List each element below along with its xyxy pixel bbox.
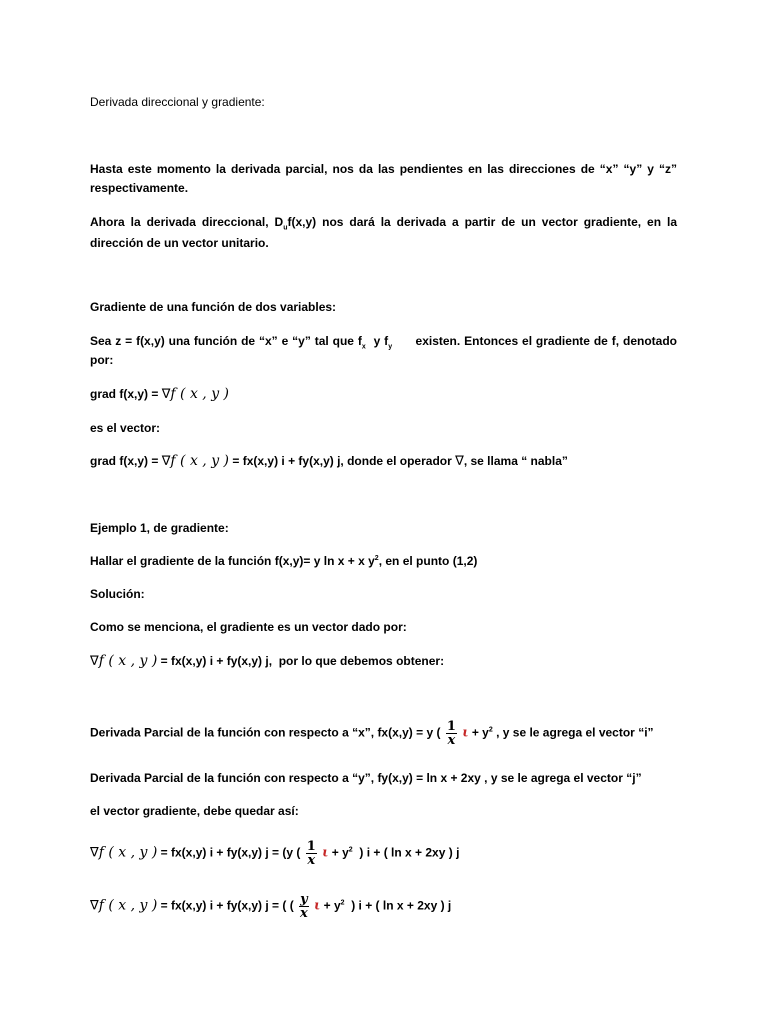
iota-glyph: ι (313, 898, 321, 914)
example-title: Ejemplo 1, de gradiente: (90, 521, 229, 535)
nabla-icon: ∇ (161, 387, 171, 402)
definition-line1: Sea z = f(x,y) una función de “x” e “y” tal que $f_x$ y $f_y$ existen. Entonces el gradiente de f, denotado (90, 334, 677, 351)
es-el-vector: es el vector: (90, 421, 161, 435)
intro-paragraph-line1: Hasta este momento la derivada parcial, nos da las pendientes en las direcciones de “x” “y” y “z” (90, 162, 677, 176)
nabla-icon: ∇ (90, 654, 99, 669)
directional-paragraph-line2: dirección de un vector unitario. (90, 236, 269, 250)
fraction-1-over-x: $\frac{1}{x}$ (306, 839, 316, 868)
nabla-icon: ∇ (90, 898, 99, 914)
grad-notation-line: grad f(x,y) = ∇f ( x , y ) (90, 386, 230, 402)
gradient-vector-line2: ∇f ( x , y ) = fx(x,y) i + fy(x,y) j = ( ( $\frac{y}{x}$ $\iota + y^2$ ) i + ( ln x + 2xy ) j (90, 892, 452, 921)
iota-glyph: ι (322, 845, 329, 861)
gradient-vector-label: el vector gradiente, debe quedar así: (90, 804, 299, 818)
fraction-y-over-x: $\frac{y}{x}$ (299, 892, 308, 921)
gradient-vector-line1: ∇f ( x , y ) = fx(x,y) i + fy(x,y) j = (y ( $\frac{1}{x}$ $\iota + y^2$ ) i + ( ln x + 2xy ) j (90, 839, 460, 868)
nabla-icon: ∇ (455, 454, 464, 469)
partial-y-line: Derivada Parcial de la función con respecto a “y”, fy(x,y) = ln x + 2xy , y se le agrega el vector “j” (90, 771, 642, 785)
directional-derivative-notation: $D_uf(x,y)$ (274, 215, 317, 232)
gradient-heading: Gradiente de una función de dos variables: (90, 300, 337, 314)
as-mentioned-line: Como se menciona, el gradiente es un vector dado por: (90, 620, 407, 634)
definition-line2: por: (90, 353, 114, 367)
example-statement: Hallar el gradiente de la función f(x,y)= y ln x + x $y^2$, en el punto (1,2) (90, 554, 478, 568)
directional-paragraph-line1: Ahora la derivada direccional, $D_uf(x,y)$ nos dará la derivada a partir de un vector gradiente, en la (90, 215, 677, 232)
section-title: Derivada direccional y gradiente: (90, 95, 265, 109)
intro-paragraph-line2: respectivamente. (90, 181, 189, 195)
nabla-icon: ∇ (90, 845, 99, 861)
iota-glyph: ι (462, 725, 469, 741)
partial-x-line: Derivada Parcial de la función con respecto a “x”, fx(x,y) = y ( $\frac{1}{x}$ $\iota + y^2$ , y se le agrega el vector “i” (90, 719, 654, 748)
fraction-1-over-x: $\frac{1}{x}$ (446, 719, 456, 748)
grad-vector-line: grad f(x,y) = ∇f ( x , y ) = fx(x,y) i + fy(x,y) j, donde el operador ∇, se llama “ nabla” (90, 453, 568, 469)
solution-label: Solución: (90, 587, 145, 601)
nabla-icon: ∇ (161, 454, 171, 469)
nabla-definition-line: ∇f ( x , y ) = fx(x,y) i + fy(x,y) j, por lo que debemos obtener: (90, 653, 445, 669)
